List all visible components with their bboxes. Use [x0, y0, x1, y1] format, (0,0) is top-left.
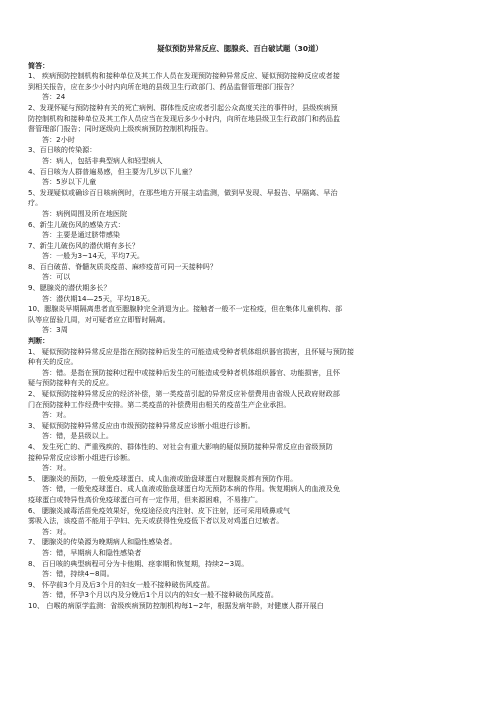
- question-line: 9、 怀孕前3个月及后3个月的妇女一般不接种破伤风疫苗。: [28, 579, 215, 589]
- question-line: 6、新生儿破伤风的感染方式：: [28, 219, 125, 229]
- continuation-line: 门在预防接种工作经费中安排。第二类疫苗的补偿费用由相关的疫苗生产企业承担。: [28, 399, 291, 409]
- question-line: 6、 腮腺炎减毒活苗免疫效果好，免疫途径皮内注射、皮下注射，还可采用喷鼻或气: [28, 505, 291, 515]
- answer-line: 答：错，是县级以上。: [42, 431, 113, 441]
- question-line: 7、新生儿破伤风的潜伏期有多长？: [28, 240, 139, 250]
- short-answer-list: [28, 71, 452, 336]
- question-line: 8、百白破苗、脊髓灰质炎疫苗、麻疹疫苗可同一天接种吗？: [28, 261, 217, 271]
- question-line: 5、发现疑似或确诊百日咳病例时，在那些地方开展主动监测，做到早发现、早报告、早隔离、早治: [28, 187, 338, 197]
- question-line: 3、百日咳的传染源：: [28, 145, 97, 155]
- answer-line: 答：主要是通过脐带感染: [42, 230, 121, 240]
- question-line: 2、 疑似预防接种异常反应的经济补偿，第一类疫苗引起的异常反应补偿费用由省级人民政府财政部: [28, 389, 340, 398]
- question-line: 10、 白喉的病原学监测：省级疾病预防控制机构每1~2年，根据发病年龄，对健康人群开展白: [28, 600, 324, 610]
- answer-line: 答：24: [42, 92, 66, 102]
- continuation-line: 队等应留验几周，对可疑者应立即暂时隔离。: [28, 314, 170, 324]
- judgement-list: [28, 347, 452, 612]
- question-line: 3、 疑似预防接种异常反应由市级预防接种异常反应诊断小组进行诊断。: [28, 420, 255, 430]
- answer-line: 答：错，一般免疫球蛋白、成人血液或胎盘球蛋白均无预防本病的作用。恢复期病人的血液及免: [42, 484, 340, 494]
- question-line: 5、 腮腺炎的预防，一般免疫球蛋白、成人血液或胎盘球蛋白对腮腺炎都有预防作用。: [28, 473, 298, 483]
- answer-line: 答：对。: [42, 526, 71, 536]
- question-line: 1、 疾病预防控制机构和接种单位及其工作人员在发现预防接种异常反应、疑似预防接种反应或者接: [28, 71, 340, 81]
- answer-line: 答：对。: [42, 463, 71, 473]
- answer-line: 答：对。: [42, 410, 71, 420]
- answer-line: 答：病人，包括非典型病人和轻型病人: [42, 155, 163, 165]
- continuation-line: 雾吸入法，该疫苗不能用于孕妇、先天或获得性免疫低下者以及对鸡蛋白过敏者。: [28, 516, 284, 526]
- continuation-line: 接种异常反应诊断小组进行诊断。: [28, 452, 135, 462]
- answer-line: 答：2小时: [42, 134, 75, 144]
- question-line: 10、腮腺炎早期隔离患者直至腮腺肿完全消退为止。接触者一般不一定检疫，但在集体儿童机构、部: [28, 304, 343, 314]
- continuation-line: 疑与预防接种有关的反应。: [28, 378, 114, 388]
- continuation-line: 种有关的反应。: [28, 357, 78, 367]
- page-title: 疑似预防异常反应、腮腺炎、百白破试题（30道）: [157, 44, 323, 53]
- continuation-line: 疫球蛋白或特异性高价免疫球蛋白可有一定作用，但来源困难，不易推广。: [28, 494, 263, 504]
- answer-line: 答：潜伏期14—25天，平均18天。: [42, 293, 155, 303]
- continuation-line: 疗。: [28, 198, 43, 208]
- continuation-line: 到相关报告，应在多少小时内向所在地的县级卫生行政部门、药品监督管理部门报告？: [28, 81, 298, 91]
- section-judgement: 判断：: [28, 336, 50, 346]
- answer-line: 答：一般为3~14天，平均7天。: [42, 251, 145, 261]
- question-line: 8、 百日咳的典型病程可分为卡他期、痉挛期和恢复期，持续2~3周。: [28, 558, 249, 568]
- answer-line: 答：5岁以下儿童: [42, 177, 97, 187]
- question-line: 4、 发生死亡的、严重残疾的、群体性的、对社会有重大影响的疑似预防接种异常反应由省级预防: [28, 441, 333, 451]
- continuation-line: 督管理部门报告；同时逐级向上级疾病预防控制机构报告。: [28, 124, 213, 134]
- question-line: 9、腮腺炎的潜伏期多长？: [28, 283, 111, 293]
- answer-line: 答：错，持续4~8周。: [42, 569, 114, 579]
- answer-line: 答：错，怀孕3个月以内及分娩后1个月以内的妇女一般不接种破伤风疫苗。: [42, 590, 279, 600]
- question-line: 2、发现怀疑与预防接种有关的死亡病例、群体性反应或者引起公众高度关注的事件时，县级疾病预: [28, 102, 338, 112]
- continuation-line: 防控制机构和接种单位及其工作人员应当在发现后多少小时内，向所在地县级卫生行政部门和药品监: [28, 113, 341, 123]
- answer-line: 答：错，早期病人和隐性感染者: [42, 547, 142, 557]
- question-line: 1、 疑似预防接种异常反应是指在预防接种后发生的可能造成受种者机体组织器官损害，且怀疑与预防接: [28, 346, 354, 356]
- section-short-answer: 简答：: [28, 60, 50, 70]
- answer-line: 答：可以: [42, 272, 71, 282]
- question-line: 4、百日咳为人群普遍易感，但主要为几岁以下儿童？: [28, 166, 196, 176]
- answer-line: 答：病例周围及所在地医院: [42, 208, 128, 218]
- answer-line: 答：3周: [42, 325, 68, 335]
- answer-line: 答：错。是指在预防接种过程中或接种后发生的可能造成受种者机体组织器官、功能损害，且怀: [42, 367, 340, 377]
- question-line: 7、 腮腺炎的传染源为晚期病人和隐性感染者。: [28, 537, 177, 547]
